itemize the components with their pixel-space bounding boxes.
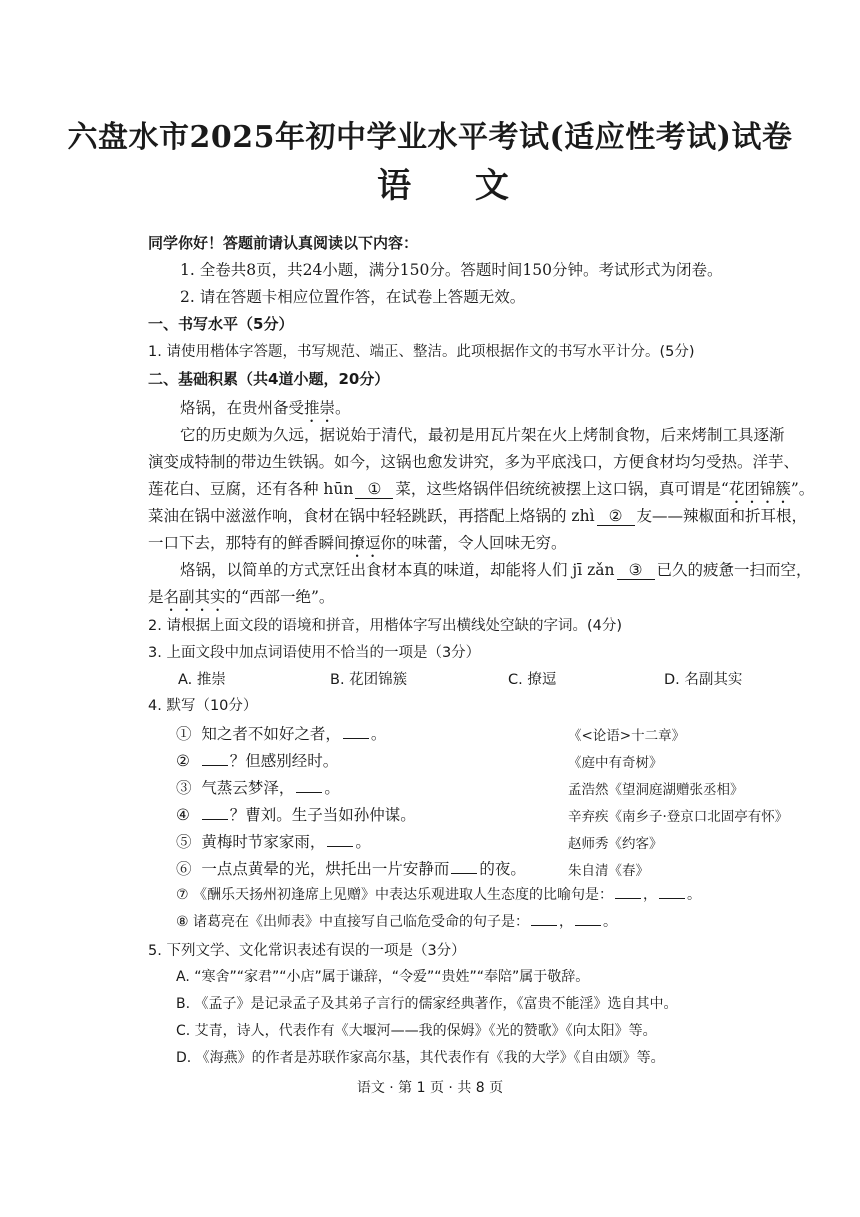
q4-item-3: ③ 气蒸云梦泽， 。 <box>176 779 340 797</box>
dotted-word-liaodou: 撩逗 <box>349 534 381 552</box>
q4-source-5: 赵师秀《约客》 <box>568 836 663 852</box>
q4-item-8: ⑧ 诸葛亮在《出师表》中直接写自己临危受命的句子是： ， 。 <box>176 914 618 930</box>
q4-item-4: ④ ？曹刘。生子当如孙仲谋。 <box>176 806 416 824</box>
passage-line: 菜油在锅中滋滋作响，食材在锅中轻轻跳跃，再搭配上烙锅的 zhì ② 友——辣椒面和折耳根， <box>148 507 808 525</box>
question-4: 4. 默写（10分） <box>148 698 258 714</box>
q4-source-1: 《<论语>十二章》 <box>568 728 686 744</box>
q4-item-2: ② ？但感别经时。 <box>176 752 339 770</box>
exam-title: 六盘水市2025年初中学业水平考试(适应性考试)试卷 <box>67 120 793 155</box>
passage-line: 它的历史颇为久远，据说始于清代，最初是用瓦片架在火上烤制食物，后来烤制工具逐渐 <box>180 426 785 444</box>
q3-option-b: B. 花团锦簇 <box>330 672 408 688</box>
fill-blank-1: ① <box>355 480 393 499</box>
q5-option-c: C. 艾青，诗人，代表作有《大堰河——我的保姆》《光的赞歌》《向太阳》等。 <box>176 1023 657 1039</box>
passage-line: 莲花白、豆腐，还有各种 hūn ① 菜，这些烙锅伴侣统统被摆上这口锅，真可谓是“花团锦簇”。 <box>148 480 815 498</box>
passage-line: 演变成特制的带边生铁锅。如今，这锅也愈发讲究，多为平底浅口，方便食材均匀受热。洋芋、 <box>148 453 800 471</box>
instructions-intro: 同学你好！答题前请认真阅读以下内容： <box>148 234 419 252</box>
passage-paragraph-1: 烙锅，在贵州备受推崇。 <box>180 399 351 417</box>
passage-line: 是名副其实的“西部一绝”。 <box>148 588 335 606</box>
page-footer: 语文 · 第 1 页 · 共 8 页 <box>356 1080 504 1096</box>
instruction-item-2: 2. 请在答题卡相应位置作答，在试卷上答题无效。 <box>180 288 526 306</box>
subject-title: 语 文 <box>377 166 535 206</box>
passage-line: 烙锅，以简单的方式烹饪出食材本真的味道，却能将人们 jī zǎn ③ 已久的疲惫一扫而空， <box>180 561 812 579</box>
q3-option-d: D. 名副其实 <box>664 672 743 688</box>
q3-option-c: C. 撩逗 <box>508 672 557 688</box>
q4-item-6: ⑥ 一点点黄晕的光，烘托出一片安静而 的夜。 <box>176 860 526 878</box>
q5-option-d: D. 《海燕》的作者是苏联作家高尔基，其代表作有《我的大学》《自由颂》等。 <box>176 1050 665 1066</box>
q4-source-2: 《庭中有奇树》 <box>568 755 663 771</box>
question-1: 1. 请使用楷体字答题，书写规范、端正、整洁。此项根据作文的书写水平计分。(5分) <box>148 344 695 360</box>
dotted-word-huatuanjincu: 花团锦簇 <box>728 480 791 498</box>
q3-option-a: A. 推崇 <box>178 672 226 688</box>
question-5: 5. 下列文学、文化常识表述有误的一项是（3分） <box>148 943 466 959</box>
q4-item-7: ⑦ 《酬乐天扬州初逢席上见赠》中表达乐观进取人生态度的比喻句是： ， 。 <box>176 887 702 903</box>
q5-option-a: A. “寒舍”“家君”“小店”属于谦辞，“令爱”“贵姓”“奉陪”属于敬辞。 <box>176 969 590 985</box>
section2-heading: 二、基础积累（共4道小题，20分） <box>148 370 390 388</box>
instruction-item-1: 1. 全卷共8页，共24小题，满分150分。答题时间150分钟。考试形式为闭卷。 <box>180 261 723 279</box>
q4-item-5: ⑤ 黄梅时节家家雨， 。 <box>176 833 371 851</box>
q4-source-3: 孟浩然《望洞庭湖赠张丞相》 <box>568 782 744 798</box>
q4-item-1: ① 知之者不如好之者， 。 <box>176 725 387 743</box>
section1-heading: 一、书写水平（5分） <box>148 315 294 333</box>
dotted-word-tuichong: 推崇 <box>304 399 336 417</box>
q4-source-4: 辛弃疾《南乡子·登京口北固亭有怀》 <box>568 809 789 825</box>
dotted-word-mingfuqishi: 名副其实 <box>163 588 226 606</box>
question-2: 2. 请根据上面文段的语境和拼音，用楷体字写出横线处空缺的字词。(4分) <box>148 618 622 634</box>
question-3: 3. 上面文段中加点词语使用不恰当的一项是（3分） <box>148 645 481 661</box>
fill-blank-3: ③ <box>617 561 655 580</box>
fill-blank-2: ② <box>597 507 635 526</box>
q5-option-b: B. 《孟子》是记录孟子及其弟子言行的儒家经典著作，《富贵不能淫》选自其中。 <box>176 996 678 1012</box>
q4-source-6: 朱自清《春》 <box>568 863 649 879</box>
passage-line: 一口下去，那特有的鲜香瞬间撩逗你的味蕾，令人回味无穷。 <box>148 534 567 552</box>
